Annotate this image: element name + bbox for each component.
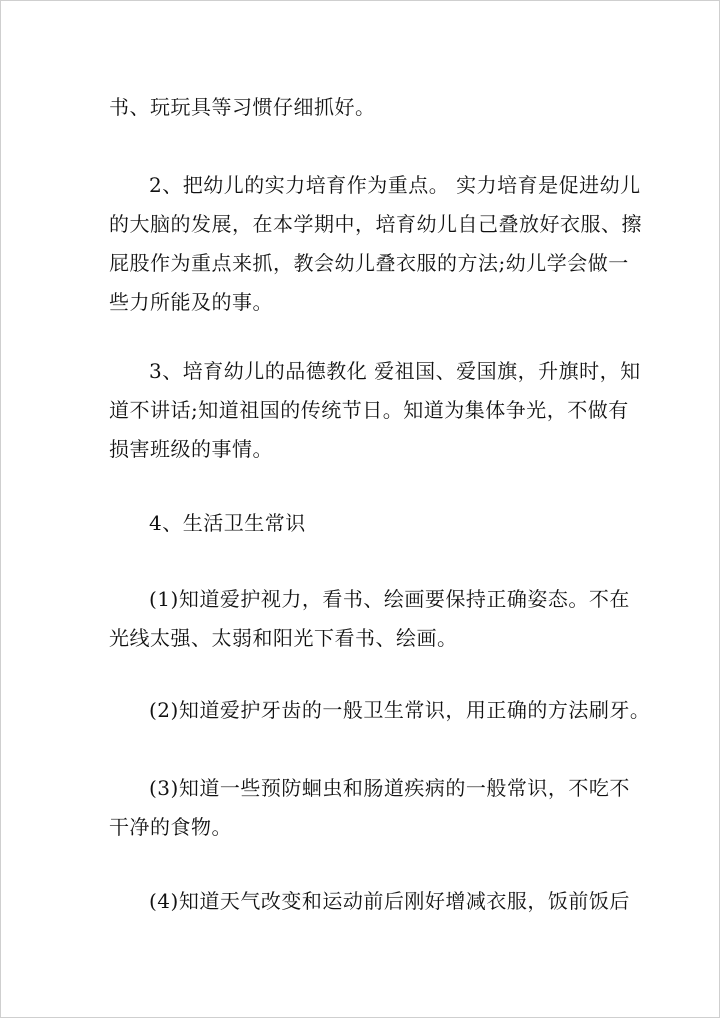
text-line: (3)知道一些预防蛔虫和肠道疾病的一般常识，不吃不	[149, 776, 630, 800]
text-line: 书、玩玩具等习惯仔细抓好。	[109, 95, 376, 119]
text-line: (2)知道爱护牙齿的一般卫生常识，用正确的方法刷牙。	[149, 698, 651, 722]
text-line: 道不讲话;知道祖国的传统节日。知道为集体争光，不做有	[109, 398, 629, 422]
text-line: 屁股作为重点来抓，教会幼儿叠衣服的方法;幼儿学会做一	[109, 251, 629, 275]
text-line: 光线太强、太弱和阳光下看书、绘画。	[109, 626, 458, 650]
text-line: 损害班级的事情。	[109, 437, 273, 461]
text-line: 3、培育幼儿的品德教化 爱祖国、爱国旗，升旗时，知	[149, 359, 641, 383]
section-heading: 4、生活卫生常识	[149, 511, 306, 535]
text-line: 干净的食物。	[109, 815, 232, 839]
text-line: (4)知道天气改变和运动前后刚好增减衣服，饭前饭后	[149, 889, 630, 913]
text-line: (1)知道爱护视力，看书、绘画要保持正确姿态。不在	[149, 587, 630, 611]
text-line: 2、把幼儿的实力培育作为重点。 实力培育是促进幼儿	[149, 173, 641, 197]
text-line: 些力所能及的事。	[109, 290, 273, 314]
text-line: 的大脑的发展，在本学期中，培育幼儿自己叠放好衣服、擦	[109, 212, 642, 236]
